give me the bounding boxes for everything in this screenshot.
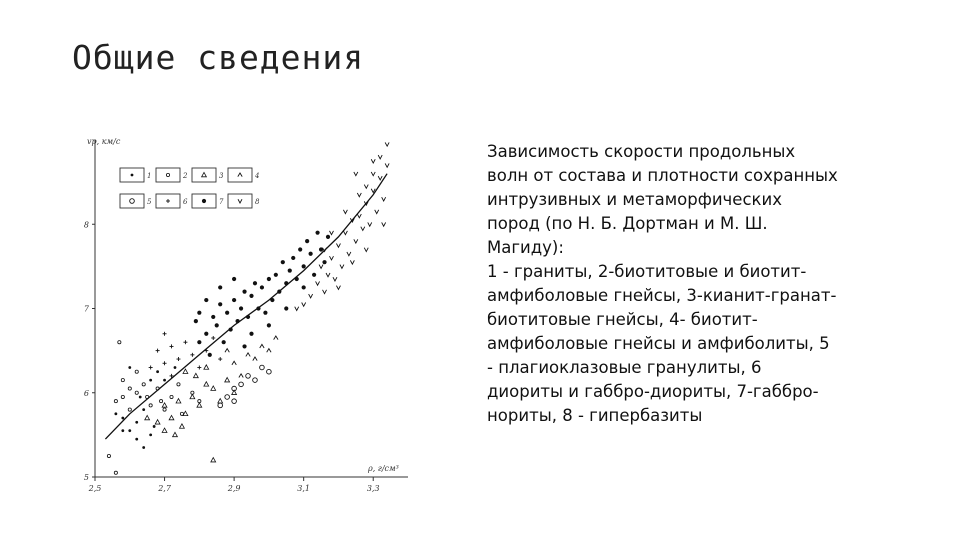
legend-box xyxy=(120,194,144,208)
data-point-small-open-circle xyxy=(121,395,124,398)
data-point-filled-circle xyxy=(281,260,285,264)
data-point-v-mark xyxy=(375,210,379,214)
data-point-filled-circle xyxy=(232,298,236,302)
data-point-v-mark xyxy=(326,273,330,277)
data-point-v-mark xyxy=(350,260,354,264)
x-tick-label: 3,3 xyxy=(366,484,380,493)
data-point-caret xyxy=(246,353,250,357)
data-point-small-open-circle xyxy=(107,454,110,457)
data-point-cross xyxy=(211,336,215,340)
y-axis-label: vp, км/с xyxy=(87,137,121,146)
data-point-filled-circle xyxy=(326,235,330,239)
data-point-v-mark xyxy=(319,265,323,269)
data-point-v-mark xyxy=(329,256,333,260)
data-point-filled-circle xyxy=(211,315,215,319)
legend-number: 3 xyxy=(219,172,224,180)
data-point-filled-circle xyxy=(302,285,306,289)
caption-line: биотитовые гнейсы, 4- биотит- xyxy=(487,310,758,329)
data-point-filled-circle xyxy=(232,277,236,281)
caption-line: Магиду): xyxy=(487,238,564,257)
data-point-v-mark xyxy=(382,197,386,201)
data-point-v-mark xyxy=(347,252,351,256)
data-point-filled-circle xyxy=(288,268,292,272)
data-point-triangle xyxy=(180,424,185,428)
data-point-caret xyxy=(274,336,278,340)
data-point-v-mark xyxy=(323,290,327,294)
data-point-filled-circle xyxy=(298,247,302,251)
caption-line: Зависимость скорости продольных xyxy=(487,142,796,161)
data-point-small-open-circle xyxy=(159,400,162,403)
data-point-v-mark xyxy=(378,176,382,180)
data-point-small-open-circle xyxy=(114,400,117,403)
legend-number: 6 xyxy=(183,198,188,206)
data-point-v-mark xyxy=(333,277,337,281)
data-point-cross xyxy=(149,365,153,369)
legend-number: 2 xyxy=(183,172,188,180)
legend-number: 8 xyxy=(255,198,260,206)
data-point-filled-circle xyxy=(197,340,201,344)
chart-marks xyxy=(105,142,389,474)
data-point-triangle xyxy=(183,369,188,373)
legend-box xyxy=(228,168,252,182)
data-point-cross xyxy=(163,332,167,336)
x-tick-label: 3,1 xyxy=(297,484,311,493)
data-point-dot xyxy=(149,433,152,436)
data-point-triangle xyxy=(204,382,209,386)
caption-text xyxy=(487,140,892,428)
data-point-filled-circle xyxy=(305,239,309,243)
data-point-caret xyxy=(253,357,257,361)
data-point-triangle xyxy=(155,420,160,424)
data-point-dot xyxy=(156,370,159,373)
data-point-dot xyxy=(121,429,124,432)
data-point-small-open-circle xyxy=(114,471,117,474)
data-point-dot xyxy=(135,421,138,424)
data-point-open-circle xyxy=(239,382,244,387)
data-point-dot xyxy=(149,379,152,382)
data-point-filled-circle xyxy=(215,323,219,327)
data-point-v-mark xyxy=(329,231,333,235)
data-point-filled-circle xyxy=(239,306,243,310)
data-point-triangle xyxy=(193,373,198,377)
data-point-filled-circle xyxy=(284,281,288,285)
data-point-small-open-circle xyxy=(146,395,149,398)
data-point-small-open-circle xyxy=(177,383,180,386)
data-point-v-mark xyxy=(357,214,361,218)
data-point-triangle xyxy=(162,403,167,407)
data-point-v-mark xyxy=(354,172,358,176)
data-point-filled-circle xyxy=(194,319,198,323)
data-point-caret xyxy=(232,361,236,365)
data-point-filled-circle xyxy=(235,319,239,323)
legend-number: 4 xyxy=(255,172,260,180)
data-point-triangle xyxy=(218,399,223,403)
data-point-v-mark xyxy=(309,294,313,298)
legend-symbol xyxy=(166,199,170,203)
data-point-filled-circle xyxy=(249,332,253,336)
data-point-v-mark xyxy=(340,265,344,269)
y-tick-label: 5 xyxy=(83,473,89,482)
data-point-dot xyxy=(153,425,156,428)
chart-figure xyxy=(80,128,425,500)
data-point-caret xyxy=(225,349,229,353)
data-point-filled-circle xyxy=(267,277,271,281)
data-point-v-mark xyxy=(354,239,358,243)
data-point-open-circle xyxy=(232,399,237,404)
data-point-triangle xyxy=(225,378,230,382)
data-point-cross xyxy=(197,365,201,369)
data-point-filled-circle xyxy=(218,302,222,306)
data-point-filled-circle xyxy=(309,252,313,256)
data-point-v-mark xyxy=(368,222,372,226)
data-point-caret xyxy=(239,374,243,378)
slide-title: Общие сведения xyxy=(72,38,365,77)
data-point-filled-circle xyxy=(204,332,208,336)
data-point-small-open-circle xyxy=(135,391,138,394)
caption-line: - плагиоклазовые гранулиты, 6 xyxy=(487,358,762,377)
data-point-small-open-circle xyxy=(163,408,166,411)
data-point-filled-circle xyxy=(274,273,278,277)
data-point-cross xyxy=(190,353,194,357)
legend-box xyxy=(228,194,252,208)
data-point-filled-circle xyxy=(242,344,246,348)
x-axis-label: ρ, г/см³ xyxy=(368,464,399,473)
data-point-v-mark xyxy=(336,286,340,290)
data-point-open-circle xyxy=(260,365,265,370)
data-point-filled-circle xyxy=(204,298,208,302)
legend-symbol xyxy=(238,173,242,177)
legend-symbol xyxy=(166,173,169,176)
data-point-v-mark xyxy=(343,210,347,214)
data-point-cross xyxy=(176,357,180,361)
data-point-open-circle xyxy=(246,374,251,379)
data-point-filled-circle xyxy=(270,298,274,302)
caption-line: волн от состава и плотности сохранных xyxy=(487,166,838,185)
legend-symbol xyxy=(130,199,135,204)
data-point-small-open-circle xyxy=(128,387,131,390)
data-point-v-mark xyxy=(316,281,320,285)
data-point-v-mark xyxy=(357,193,361,197)
legend-box xyxy=(192,168,216,182)
legend-symbol xyxy=(202,172,207,176)
data-point-triangle xyxy=(169,415,174,419)
data-point-cross xyxy=(156,349,160,353)
data-point-filled-circle xyxy=(322,260,326,264)
data-point-triangle xyxy=(211,386,216,390)
data-point-small-open-circle xyxy=(170,395,173,398)
data-point-filled-circle xyxy=(218,285,222,289)
data-point-open-circle xyxy=(225,395,230,400)
data-point-v-mark xyxy=(378,155,382,159)
data-point-v-mark xyxy=(382,222,386,226)
data-point-v-mark xyxy=(371,159,375,163)
x-tick-label: 2,9 xyxy=(227,484,241,493)
data-point-dot xyxy=(142,408,145,411)
data-point-dot xyxy=(114,412,117,415)
data-point-triangle xyxy=(211,458,216,462)
data-point-caret xyxy=(267,349,271,353)
data-point-v-mark xyxy=(371,172,375,176)
legend-symbol xyxy=(238,199,242,203)
data-point-filled-circle xyxy=(222,340,226,344)
data-point-dot xyxy=(163,379,166,382)
data-point-dot xyxy=(128,429,131,432)
data-point-dot xyxy=(135,438,138,441)
data-point-filled-circle xyxy=(315,231,319,235)
y-tick-label: 7 xyxy=(83,304,89,314)
data-point-open-circle xyxy=(253,378,258,383)
data-point-cross xyxy=(183,340,187,344)
data-point-v-mark xyxy=(364,185,368,189)
data-point-filled-circle xyxy=(312,273,316,277)
data-point-filled-circle xyxy=(253,281,257,285)
caption-line: диориты и габбро-диориты, 7-габбро- xyxy=(487,382,819,401)
data-point-v-mark xyxy=(343,231,347,235)
figure-caption xyxy=(487,140,892,428)
data-point-filled-circle xyxy=(291,256,295,260)
data-point-triangle xyxy=(176,399,181,403)
data-point-v-mark xyxy=(385,142,389,146)
chart-legend xyxy=(120,168,260,208)
data-point-filled-circle xyxy=(277,290,281,294)
data-point-v-mark xyxy=(364,248,368,252)
data-point-cross xyxy=(204,349,208,353)
data-point-small-open-circle xyxy=(121,379,124,382)
y-tick-label: 8 xyxy=(83,220,89,230)
data-point-filled-circle xyxy=(242,290,246,294)
data-point-dot xyxy=(121,417,124,420)
caption-line: 1 - граниты, 2-биотитовые и биотит- xyxy=(487,262,807,281)
legend-symbol xyxy=(131,174,134,177)
data-point-triangle xyxy=(173,432,178,436)
legend-symbol xyxy=(202,199,206,203)
data-point-filled-circle xyxy=(284,306,288,310)
data-point-filled-circle xyxy=(302,264,306,268)
x-tick-label: 2,5 xyxy=(88,484,102,493)
data-point-caret xyxy=(260,344,264,348)
y-tick-label: 6 xyxy=(83,388,89,398)
data-point-v-mark xyxy=(336,244,340,248)
legend-number: 1 xyxy=(147,172,152,180)
data-point-v-mark xyxy=(302,302,306,306)
x-tick-label: 2,7 xyxy=(158,484,171,493)
data-point-filled-circle xyxy=(225,311,229,315)
data-point-small-open-circle xyxy=(118,341,121,344)
data-point-filled-circle xyxy=(197,311,201,315)
data-point-filled-circle xyxy=(208,353,212,357)
chart-axes xyxy=(84,137,408,493)
data-point-small-open-circle xyxy=(149,404,152,407)
data-point-open-circle xyxy=(267,369,272,374)
legend-number: 7 xyxy=(219,198,224,206)
data-point-triangle xyxy=(204,365,209,369)
data-point-filled-circle xyxy=(267,323,271,327)
data-point-small-open-circle xyxy=(142,383,145,386)
caption-line: пород (по Н. Б. Дортман и М. Ш. xyxy=(487,214,768,233)
data-point-filled-circle xyxy=(263,311,267,315)
caption-line: нориты, 8 - гипербазиты xyxy=(487,406,703,425)
data-point-dot xyxy=(174,366,177,369)
data-point-v-mark xyxy=(385,163,389,167)
data-point-filled-circle xyxy=(246,315,250,319)
data-point-cross xyxy=(170,344,174,348)
data-point-open-circle xyxy=(218,403,223,408)
data-point-cross xyxy=(163,361,167,365)
data-point-v-mark xyxy=(295,307,299,311)
data-point-v-mark xyxy=(361,227,365,231)
legend-box xyxy=(156,168,180,182)
scatter-chart xyxy=(80,128,425,500)
data-point-filled-circle xyxy=(260,285,264,289)
data-point-triangle xyxy=(145,415,150,419)
data-point-triangle xyxy=(197,403,202,407)
caption-line: амфиболовые гнейсы и амфиболиты, 5 xyxy=(487,334,830,353)
data-point-filled-circle xyxy=(256,306,260,310)
data-point-dot xyxy=(139,396,142,399)
data-point-cross xyxy=(218,357,222,361)
data-point-dot xyxy=(142,446,145,449)
data-point-dot xyxy=(128,366,131,369)
data-point-triangle xyxy=(162,428,167,432)
data-point-small-open-circle xyxy=(135,370,138,373)
data-point-triangle xyxy=(190,394,195,398)
data-point-filled-circle xyxy=(249,294,253,298)
data-point-small-open-circle xyxy=(128,408,131,411)
legend-number: 5 xyxy=(147,198,152,206)
caption-line: амфиболовые гнейсы, 3-кианит-гранат- xyxy=(487,286,837,305)
data-point-filled-circle xyxy=(229,327,233,331)
caption-line: интрузивных и метаморфических xyxy=(487,190,782,209)
data-point-filled-circle xyxy=(295,277,299,281)
